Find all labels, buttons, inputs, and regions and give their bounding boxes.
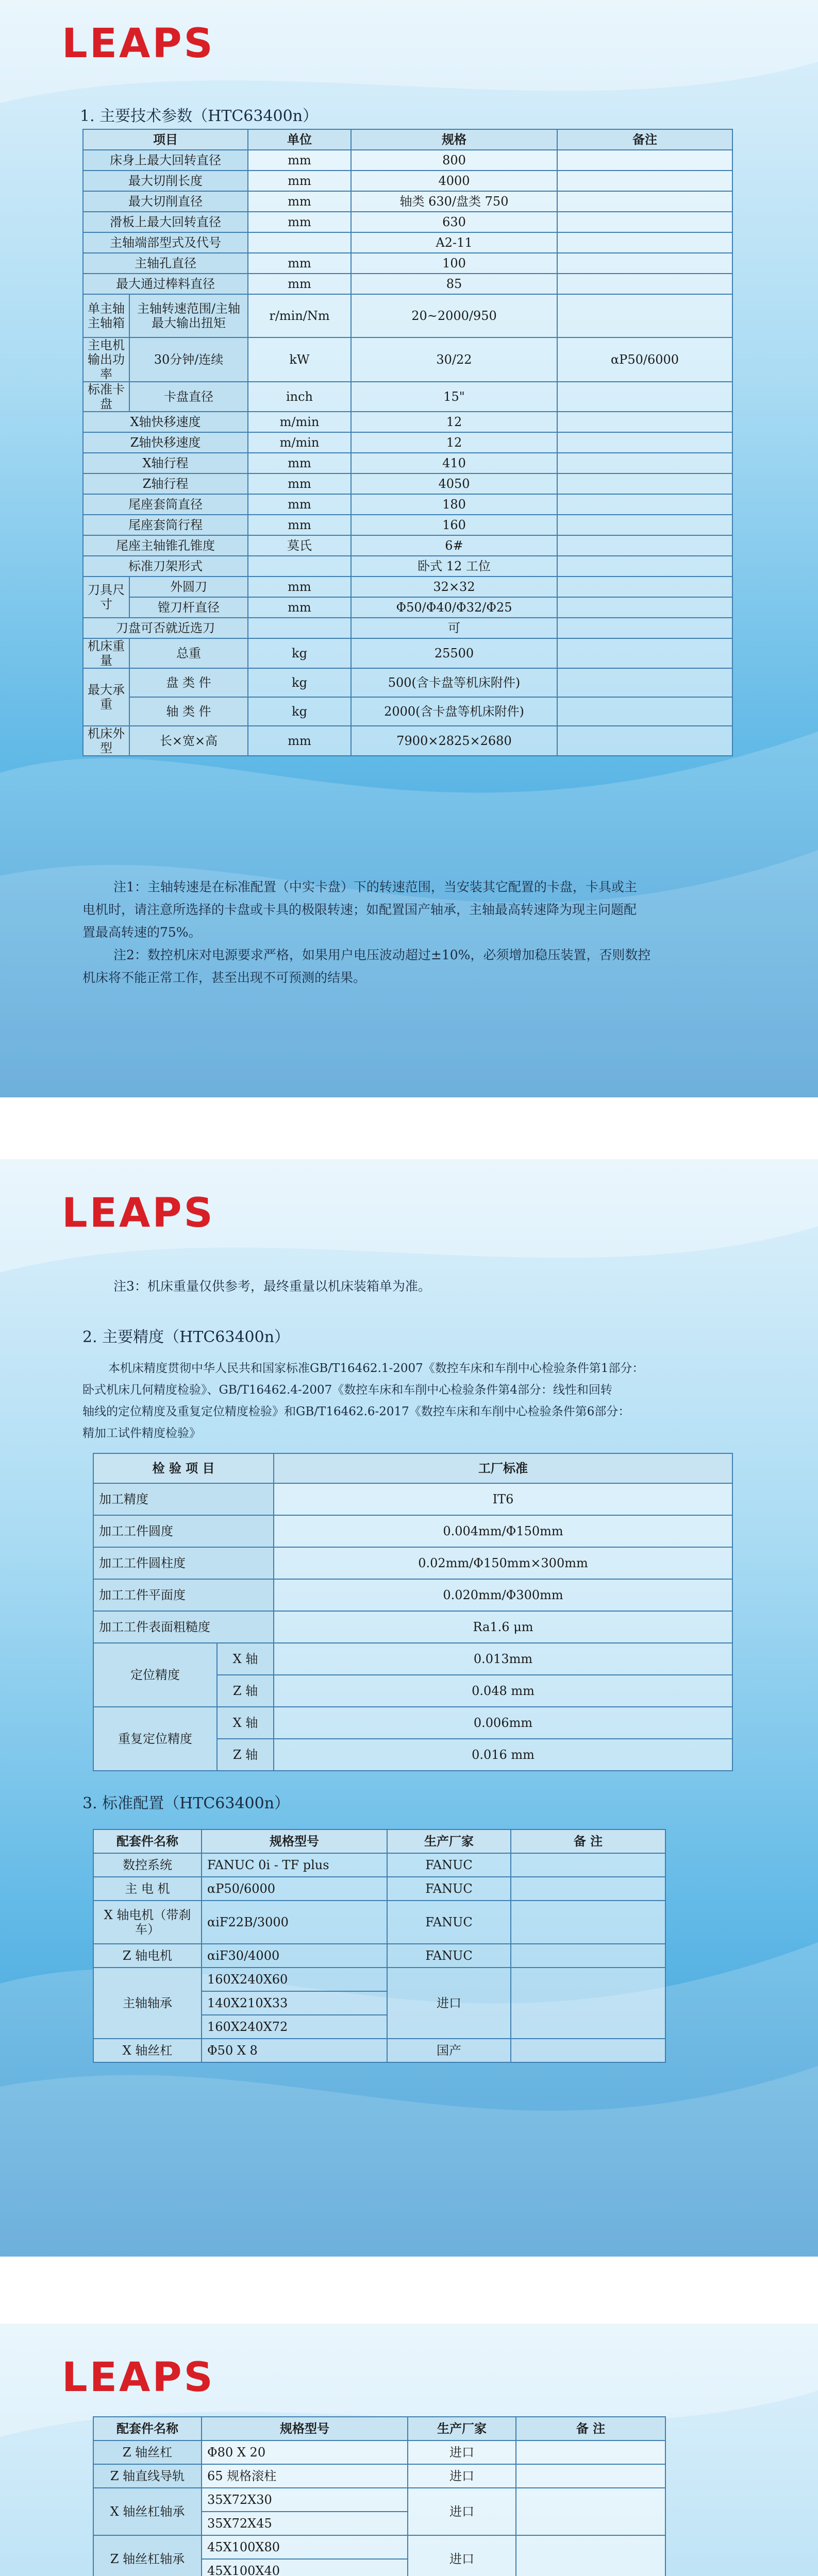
table-row — [93, 2464, 665, 2488]
leaps-logo: LEAPS — [62, 1190, 215, 1236]
row-maker: FANUC — [387, 1853, 511, 1877]
note-3: 注3：机床重量仅供参考，最终重量以机床装箱单为准。 — [113, 1279, 431, 1294]
row-maker: FANUC — [387, 1877, 511, 1901]
table-row — [83, 171, 732, 191]
row-maker: 进口 — [387, 1968, 511, 2039]
row-unit: kg — [248, 668, 351, 697]
group-label-chuck: 标准卡盘 — [83, 382, 129, 412]
row-note — [557, 618, 732, 638]
row-unit: mm — [248, 150, 351, 171]
header-name: 配套件名称 — [93, 1829, 202, 1853]
row-name: Z 轴丝杠轴承 — [93, 2535, 202, 2576]
table-row — [93, 1547, 732, 1579]
row-unit: mm — [248, 171, 351, 191]
row-spec: 500(含卡盘等机床附件) — [351, 668, 557, 697]
row-spec: 65 规格滚柱 — [202, 2464, 408, 2488]
row-spec: 30/22 — [351, 337, 557, 382]
table-row — [83, 412, 732, 432]
row-label: 盘 类 件 — [129, 668, 248, 697]
accuracy-intro — [82, 1358, 742, 1444]
table-row — [83, 556, 732, 577]
row-unit: inch — [248, 382, 351, 412]
row-spec: 4000 — [351, 171, 557, 191]
note-line: 注1：主轴转速是在标准配置（中实卡盘）下的转速范围，当安装其它配置的卡盘，卡具或主 — [113, 879, 637, 894]
table-row — [83, 337, 732, 382]
row-remark — [516, 2488, 665, 2535]
row-label: 滑板上最大回转直径 — [83, 212, 248, 232]
row-spec: 100 — [351, 253, 557, 274]
row-name: 主轴轴承 — [93, 1968, 202, 2039]
row-value: 0.016 mm — [274, 1739, 732, 1771]
row-note: αP50/6000 — [557, 337, 732, 382]
group-label-dimensions: 机床外型 — [83, 726, 129, 756]
group-label-max-load: 最大承重 — [83, 668, 129, 726]
leaps-logo: LEAPS — [62, 21, 215, 67]
row-label: 主轴孔直径 — [83, 253, 248, 274]
row-spec: 2000(含卡盘等机床附件) — [351, 697, 557, 726]
row-spec: 160 — [351, 515, 557, 535]
row-name: 数控系统 — [93, 1853, 202, 1877]
row-label: X轴行程 — [83, 453, 248, 473]
axis-label: Z 轴 — [217, 1739, 274, 1771]
row-spec: 45X100X40 — [202, 2559, 408, 2576]
row-spec: αP50/6000 — [202, 1877, 387, 1901]
row-spec: 140X210X33 — [202, 1991, 387, 2015]
table-row — [83, 668, 732, 697]
row-value: 0.048 mm — [274, 1675, 732, 1707]
row-spec: 800 — [351, 150, 557, 171]
row-unit: mm — [248, 473, 351, 494]
row-unit: mm — [248, 274, 351, 294]
table-row — [83, 577, 732, 597]
header-remark: 备 注 — [516, 2417, 665, 2441]
header-item: 项目 — [83, 129, 248, 150]
row-value: 0.004mm/Φ150mm — [274, 1515, 732, 1547]
row-maker: FANUC — [387, 1944, 511, 1968]
table-header-row — [93, 1829, 665, 1853]
row-unit: r/min/Nm — [248, 294, 351, 337]
header-maker: 生产厂家 — [408, 2417, 516, 2441]
note-line: 电机时，请注意所选择的卡盘或卡具的极限转速；如配置国产轴承，主轴最高转速降为现主问题配 — [82, 902, 637, 917]
row-unit: mm — [248, 453, 351, 473]
header-name: 配套件名称 — [93, 2417, 202, 2441]
row-unit: kg — [248, 638, 351, 668]
row-note — [557, 668, 732, 697]
row-name: Z 轴直线导轨 — [93, 2464, 202, 2488]
row-unit: 莫氏 — [248, 535, 351, 556]
section-title-accuracy: 2. 主要精度（HTC63400n） — [82, 1328, 290, 1346]
row-spec: 15" — [351, 382, 557, 412]
row-unit: mm — [248, 597, 351, 618]
row-label: 卡盘直径 — [129, 382, 248, 412]
row-note — [557, 473, 732, 494]
header-spec: 规格型号 — [202, 2417, 408, 2441]
row-label: 刀盘可否就近选刀 — [83, 618, 248, 638]
row-name: X 轴丝杠轴承 — [93, 2488, 202, 2535]
note-line: 机床将不能正常工作，甚至出现不可预测的结果。 — [82, 970, 366, 985]
header-unit: 单位 — [248, 129, 351, 150]
row-spec: Φ80 X 20 — [202, 2441, 408, 2464]
row-spec: 45X100X80 — [202, 2535, 408, 2559]
page-panel-3 — [0, 2324, 818, 2576]
row-unit: mm — [248, 494, 351, 515]
axis-label: X 轴 — [217, 1707, 274, 1739]
row-name: Z 轴电机 — [93, 1944, 202, 1968]
table-header-row — [93, 1453, 732, 1483]
axis-label: Z 轴 — [217, 1675, 274, 1707]
page-panel-1 — [0, 0, 818, 1097]
row-label: 加工工件圆度 — [93, 1515, 274, 1547]
intro-line: 轴线的定位精度及重复定位精度检验》和GB/T16462.6-2017《数控车床和车削中心检验条件第6部分： — [82, 1405, 630, 1418]
row-remark — [516, 2464, 665, 2488]
row-label: 床身上最大回转直径 — [83, 150, 248, 171]
row-label: 镗刀杆直径 — [129, 597, 248, 618]
row-unit: mm — [248, 191, 351, 212]
row-label: 尾座主轴锥孔锥度 — [83, 535, 248, 556]
row-label: X轴快移速度 — [83, 412, 248, 432]
row-note — [557, 726, 732, 756]
row-maker: FANUC — [387, 1901, 511, 1944]
table-row — [83, 253, 732, 274]
row-remark — [511, 2039, 665, 2062]
row-note — [557, 412, 732, 432]
row-remark — [511, 1853, 665, 1877]
leaps-logo: LEAPS — [62, 2354, 215, 2401]
row-note — [557, 494, 732, 515]
row-spec: 12 — [351, 432, 557, 453]
row-unit — [248, 232, 351, 253]
table-row — [93, 2039, 665, 2062]
note-line: 注2：数控机床对电源要求严格，如果用户电压波动超过±10%，必须增加稳压装置，否则数控 — [113, 947, 651, 962]
row-maker: 进口 — [408, 2535, 516, 2576]
row-label: Z轴快移速度 — [83, 432, 248, 453]
table-row — [83, 473, 732, 494]
row-spec: 410 — [351, 453, 557, 473]
row-remark — [511, 1877, 665, 1901]
table-row — [93, 2488, 665, 2512]
header-spec: 规格 — [351, 129, 557, 150]
row-value: 0.02mm/Φ150mm×300mm — [274, 1547, 732, 1579]
row-label: 加工工件圆柱度 — [93, 1547, 274, 1579]
row-label: 最大切削长度 — [83, 171, 248, 191]
row-unit: mm — [248, 726, 351, 756]
table-row — [93, 1968, 665, 1991]
intro-line: 精加工试件精度检验》 — [82, 1427, 201, 1440]
row-maker: 国产 — [387, 2039, 511, 2062]
row-unit: mm — [248, 577, 351, 597]
row-remark — [511, 1968, 665, 2039]
row-label: 加工工件平面度 — [93, 1579, 274, 1611]
row-spec: 160X240X60 — [202, 1968, 387, 1991]
row-note — [557, 191, 732, 212]
row-spec: 32×32 — [351, 577, 557, 597]
row-label: Z轴行程 — [83, 473, 248, 494]
table-row — [83, 597, 732, 618]
row-spec: αiF30/4000 — [202, 1944, 387, 1968]
row-name: 主 电 机 — [93, 1877, 202, 1901]
header-note: 备注 — [557, 129, 732, 150]
note-line: 置最高转速的75%。 — [82, 925, 202, 940]
section-title-specs: 1. 主要技术参数（HTC63400n） — [80, 107, 319, 125]
row-spec: 轴类 630/盘类 750 — [351, 191, 557, 212]
table-row — [83, 638, 732, 668]
table-row — [93, 1579, 732, 1611]
table-row — [83, 150, 732, 171]
row-spec: 85 — [351, 274, 557, 294]
config-table — [93, 1829, 666, 2063]
row-label: 最大切削直径 — [83, 191, 248, 212]
config-table-continued — [93, 2416, 666, 2576]
row-label: 长×宽×高 — [129, 726, 248, 756]
table-row — [93, 1707, 732, 1739]
table-row — [93, 1611, 732, 1643]
row-maker: 进口 — [408, 2441, 516, 2464]
row-label: 加工精度 — [93, 1483, 274, 1515]
table-row — [83, 294, 732, 337]
table-row — [93, 1877, 665, 1901]
row-unit: mm — [248, 212, 351, 232]
row-note — [557, 638, 732, 668]
group-label-repeatability: 重复定位精度 — [93, 1707, 217, 1771]
header-item: 检 验 项 目 — [93, 1453, 274, 1483]
row-label: 加工工件表面粗糙度 — [93, 1611, 274, 1643]
row-label: 外圆刀 — [129, 577, 248, 597]
row-spec: 35X72X45 — [202, 2512, 408, 2535]
table-row — [83, 697, 732, 726]
row-spec: Φ50/Φ40/Φ32/Φ25 — [351, 597, 557, 618]
row-label: 轴 类 件 — [129, 697, 248, 726]
row-note — [557, 274, 732, 294]
row-unit: kg — [248, 697, 351, 726]
row-spec: 4050 — [351, 473, 557, 494]
row-note — [557, 515, 732, 535]
row-label: 尾座套筒行程 — [83, 515, 248, 535]
group-label-positioning: 定位精度 — [93, 1643, 217, 1707]
row-remark — [516, 2535, 665, 2576]
header-maker: 生产厂家 — [387, 1829, 511, 1853]
row-name: X 轴电机（带刹车） — [93, 1901, 202, 1944]
row-maker: 进口 — [408, 2464, 516, 2488]
section-title-standard-config: 3. 标准配置（HTC63400n） — [82, 1794, 290, 1812]
row-spec: αiF22B/3000 — [202, 1901, 387, 1944]
row-label: 主轴端部型式及代号 — [83, 232, 248, 253]
row-unit — [248, 556, 351, 577]
row-unit: mm — [248, 515, 351, 535]
row-note — [557, 253, 732, 274]
table-row — [93, 2535, 665, 2559]
table-row — [83, 494, 732, 515]
page-panel-2 — [0, 1159, 818, 2257]
row-note — [557, 697, 732, 726]
row-spec: 180 — [351, 494, 557, 515]
table-row — [83, 432, 732, 453]
table-row — [83, 515, 732, 535]
row-value: 0.020mm/Φ300mm — [274, 1579, 732, 1611]
header-spec: 规格型号 — [202, 1829, 387, 1853]
intro-line: 本机床精度贯彻中华人民共和国家标准GB/T16462.1-2007《数控车床和车削中心检验条件第1部分： — [108, 1362, 644, 1375]
header-standard: 工厂标准 — [274, 1453, 732, 1483]
group-label-motor: 主电机输出功率 — [83, 337, 129, 382]
row-spec: 630 — [351, 212, 557, 232]
row-note — [557, 556, 732, 577]
row-note — [557, 382, 732, 412]
table-header-row — [93, 2417, 665, 2441]
table-row — [83, 382, 732, 412]
row-note — [557, 432, 732, 453]
table-row — [93, 1901, 665, 1944]
row-spec: 7900×2825×2680 — [351, 726, 557, 756]
row-unit: m/min — [248, 412, 351, 432]
header-remark: 备 注 — [511, 1829, 665, 1853]
intro-line: 卧式机床几何精度检验》、GB/T16462.4-2007《数控车床和车削中心检验条件第4部分：线性和回转 — [82, 1383, 612, 1397]
row-spec: 35X72X30 — [202, 2488, 408, 2512]
table-row — [83, 191, 732, 212]
row-spec: 12 — [351, 412, 557, 432]
row-unit: mm — [248, 253, 351, 274]
row-value: 0.006mm — [274, 1707, 732, 1739]
row-value: IT6 — [274, 1483, 732, 1515]
row-label: 尾座套筒直径 — [83, 494, 248, 515]
table-row — [93, 1944, 665, 1968]
row-note — [557, 535, 732, 556]
table-row — [93, 1515, 732, 1547]
row-label: 标准刀架形式 — [83, 556, 248, 577]
row-name: Z 轴丝杠 — [93, 2441, 202, 2464]
row-label: 30分钟/连续 — [129, 337, 248, 382]
group-label-machine-weight: 机床重量 — [83, 638, 129, 668]
group-label-spindle: 单主轴主轴箱 — [83, 294, 129, 337]
table-row — [93, 1643, 732, 1675]
row-label: 最大通过棒料直径 — [83, 274, 248, 294]
accuracy-table — [93, 1453, 733, 1771]
row-spec: A2-11 — [351, 232, 557, 253]
row-label: 主轴转速范围/主轴最大输出扭矩 — [129, 294, 248, 337]
row-unit — [248, 618, 351, 638]
row-spec: 6# — [351, 535, 557, 556]
row-unit: m/min — [248, 432, 351, 453]
row-spec: 25500 — [351, 638, 557, 668]
table-row — [83, 453, 732, 473]
table-row — [93, 1483, 732, 1515]
row-value: Ra1.6 μm — [274, 1611, 732, 1643]
row-maker: 进口 — [408, 2488, 516, 2535]
row-unit: kW — [248, 337, 351, 382]
row-remark — [516, 2441, 665, 2464]
table-row — [83, 232, 732, 253]
row-spec: 20~2000/950 — [351, 294, 557, 337]
row-note — [557, 577, 732, 597]
row-note — [557, 212, 732, 232]
table-row — [93, 2441, 665, 2464]
row-note — [557, 232, 732, 253]
spec-table — [82, 129, 733, 756]
row-note — [557, 171, 732, 191]
row-note — [557, 597, 732, 618]
row-spec: 卧式 12 工位 — [351, 556, 557, 577]
row-note — [557, 150, 732, 171]
group-label-tool: 刀具尺寸 — [83, 577, 129, 618]
row-value: 0.013mm — [274, 1643, 732, 1675]
table-row — [83, 535, 732, 556]
row-spec: FANUC 0i - TF plus — [202, 1853, 387, 1877]
axis-label: X 轴 — [217, 1643, 274, 1675]
table-row — [83, 274, 732, 294]
table-row — [83, 726, 732, 756]
table-row — [83, 618, 732, 638]
row-spec: 可 — [351, 618, 557, 638]
row-spec: 160X240X72 — [202, 2015, 387, 2039]
row-remark — [511, 1944, 665, 1968]
row-label: 总重 — [129, 638, 248, 668]
table-row — [83, 212, 732, 232]
row-spec: Φ50 X 8 — [202, 2039, 387, 2062]
row-remark — [511, 1901, 665, 1944]
spec-notes — [82, 876, 732, 989]
row-note — [557, 453, 732, 473]
table-header-row — [83, 129, 732, 150]
row-name: X 轴丝杠 — [93, 2039, 202, 2062]
table-row — [93, 1853, 665, 1877]
row-note — [557, 294, 732, 337]
